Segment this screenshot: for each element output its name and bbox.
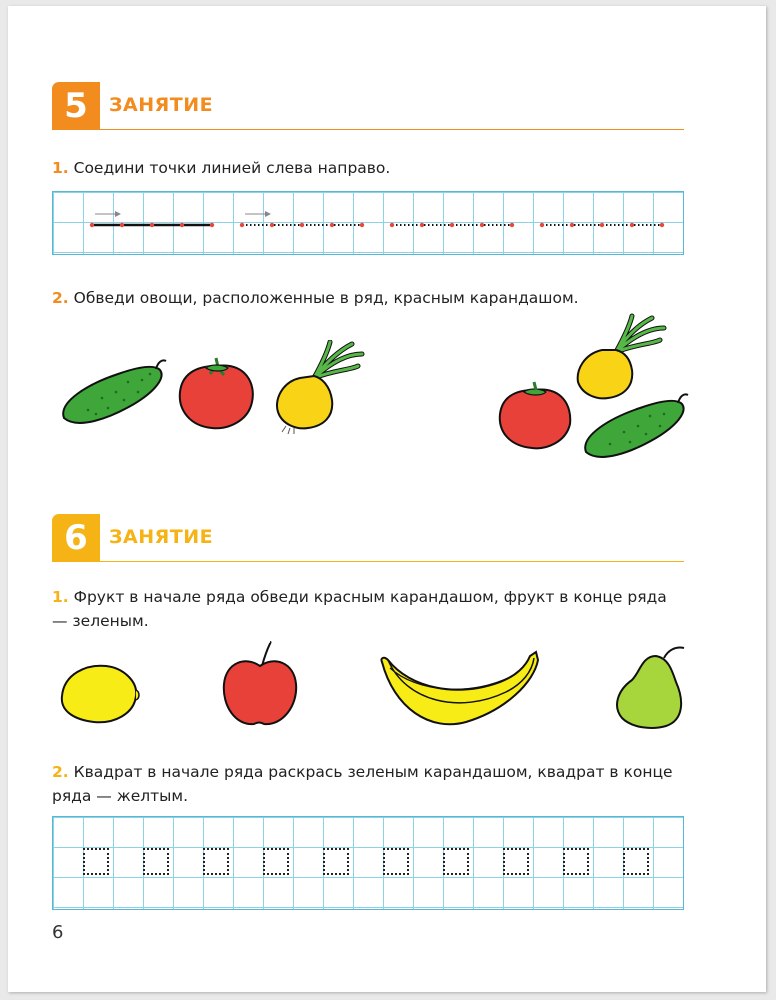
lesson-title: ЗАНЯТИЕ (109, 526, 214, 548)
tracing-dot (360, 223, 364, 227)
task-text: Соедини точки линией слева направо. (73, 159, 391, 177)
task-text: Квадрат в начале ряда раскрась зеленым карандашом, квадрат в конце ряда — желтым. (52, 763, 673, 805)
lesson-6-header (52, 514, 684, 562)
lesson-divider (100, 129, 684, 131)
tracing-dot (600, 223, 604, 227)
task-number: 1. (52, 159, 69, 177)
tracing-dot (240, 223, 244, 227)
dotted-square[interactable] (623, 848, 649, 875)
tracing-dot (540, 223, 544, 227)
dotted-square[interactable] (83, 848, 109, 875)
tracing-dot (420, 223, 424, 227)
lesson-divider (100, 561, 684, 563)
dot-tracing-grid (52, 191, 684, 255)
tracing-dot (660, 223, 664, 227)
tracing-dot (330, 223, 334, 227)
cucumber-icon (58, 352, 170, 432)
tracing-dot (510, 223, 514, 227)
tomato-icon (176, 354, 258, 434)
task-number: 2. (52, 289, 69, 307)
lesson-5-task-1 (52, 156, 684, 180)
arrow-icon (245, 211, 271, 217)
tracing-dot (270, 223, 274, 227)
tomato-icon (496, 378, 576, 454)
tracing-dot (120, 223, 124, 227)
task-text: Обведи овощи, расположенные в ряд, красным карандашом. (73, 289, 579, 307)
lesson-5-task-2 (52, 286, 684, 310)
dotted-square[interactable] (263, 848, 289, 875)
apple-icon (220, 640, 300, 730)
lesson-title: ЗАНЯТИЕ (109, 94, 214, 116)
tracing-dot (210, 223, 214, 227)
page-number: 6 (52, 922, 64, 943)
dotted-square[interactable] (323, 848, 349, 875)
arrow-icon (95, 211, 121, 217)
lemon-icon (56, 660, 142, 728)
tracing-dot (150, 223, 154, 227)
tracing-dot (180, 223, 184, 227)
lesson-6-task-1 (52, 585, 684, 633)
lesson-number-badge: 6 (52, 514, 100, 562)
lesson-6-task-2 (52, 760, 684, 808)
tracing-dot (480, 223, 484, 227)
tracing-dot (390, 223, 394, 227)
dotted-square[interactable] (143, 848, 169, 875)
squares-grid (52, 816, 684, 910)
task-number: 1. (52, 588, 69, 606)
cucumber-icon (580, 386, 692, 466)
dotted-square[interactable] (383, 848, 409, 875)
dotted-square[interactable] (503, 848, 529, 875)
dotted-square[interactable] (563, 848, 589, 875)
task-number: 2. (52, 763, 69, 781)
banana-icon (376, 648, 542, 730)
task-text: Фрукт в начале ряда обведи красным карандашом, фрукт в конце ряда — зеленым. (52, 588, 667, 630)
tracing-dot (450, 223, 454, 227)
dotted-square[interactable] (443, 848, 469, 875)
tracing-dot (90, 223, 94, 227)
tracing-dot (300, 223, 304, 227)
lesson-number-badge: 5 (52, 82, 100, 130)
onion-icon (268, 340, 368, 436)
tracing-dot (630, 223, 634, 227)
dotted-square[interactable] (203, 848, 229, 875)
pear-icon (612, 644, 694, 730)
tracing-dot (570, 223, 574, 227)
lesson-5-header (52, 82, 684, 130)
